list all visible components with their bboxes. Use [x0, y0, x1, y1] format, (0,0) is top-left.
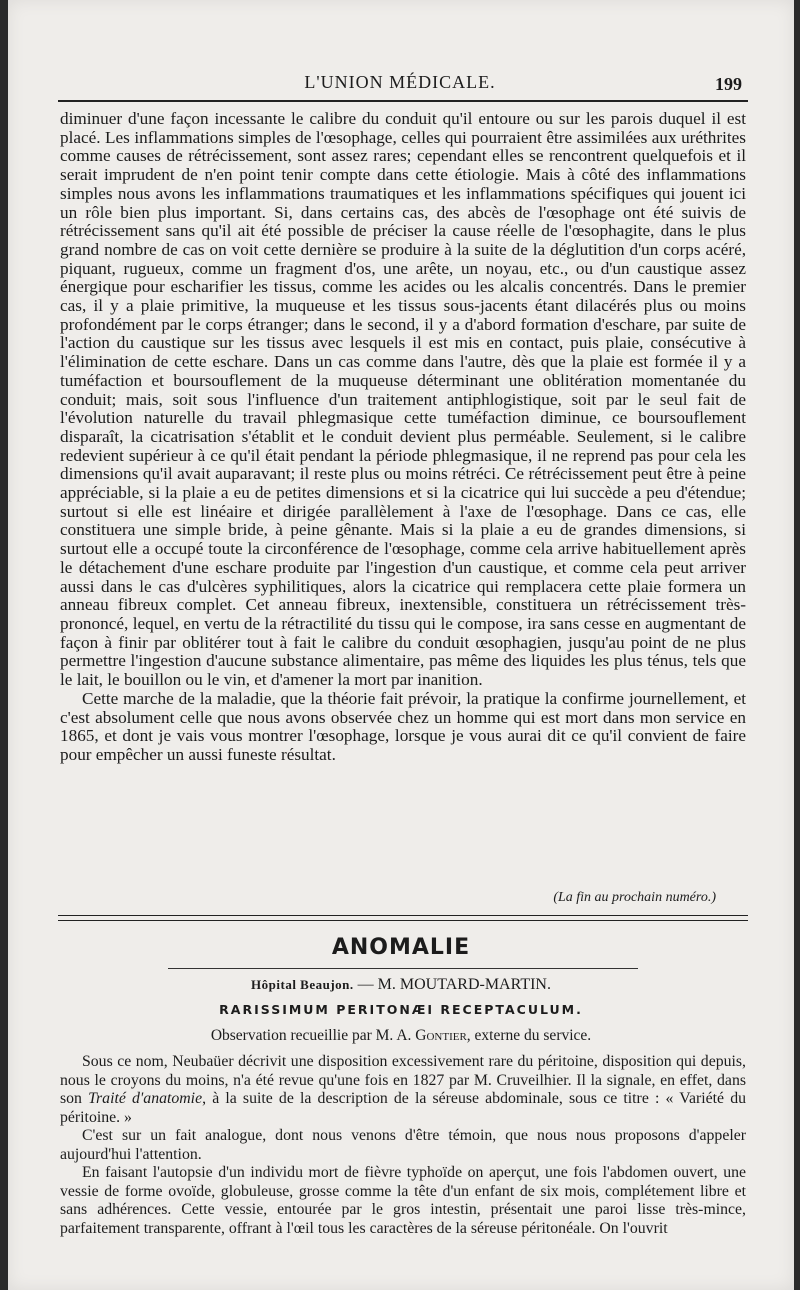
page-number: 199: [715, 74, 742, 94]
article-paragraph: Cette marche de la maladie, que la théorie fait prévoir, la pratique la confirme journellement, et c'est absolument celle que nous avons observée chez un homme qui est mort dans mon service en 1865, et dont je vais vous montrer l'œsophage, lorsque je vous aurai dit ce qu'il convient de faire pour empêcher un aussi funeste résultat.: [60, 688, 746, 764]
anomaly-body: [60, 1053, 746, 1238]
journal-title: L'UNION MÉDICALE.: [304, 72, 496, 92]
observation-suffix: , externe du service.: [466, 1027, 592, 1044]
header-rule: [58, 100, 748, 102]
paragraph-text: , à la suite de la description de la séreuse abdominale, sous ce titre : « Variété du péritoine. »: [60, 1090, 746, 1126]
section-title: ANOMALIE: [331, 935, 471, 960]
section-divider: [58, 915, 748, 921]
doctor-name: — M. MOUTARD-MARTIN.: [357, 976, 551, 993]
anomaly-paragraph: En faisant l'autopsie d'un individu mort de fièvre typhoïde on aperçut, une fois l'abdomen ouvert, une vessie de forme ovoïde, globuleuse, grosse comme la tête d'un enfant de six mois, complétement libre et sans adhérences. Cette vessie, entourée par le gros intestin, présentait une paroi lisse très-mince, parfaitement transparente, offrant à l'œil tous les caractères de la séreuse péritonéale. On l'ouvrit: [60, 1164, 746, 1237]
book-title: Traité d'anatomie: [88, 1090, 203, 1107]
running-header: [54, 72, 746, 98]
anomaly-paragraph: [60, 1053, 746, 1127]
journal-page: [8, 0, 794, 1290]
article-paragraph: diminuer d'une façon incessante le calibre du conduit qu'il entoure ou sur les parois duquel il est placé. Les inflammations simples de l'œsophage, celles qui pourraient être assimilées aux uréthrites comme causes de rétrécissement, sont assez rares; cependant elles se rencontrent quelquefois et il serait imprudent de n'en point tenir compte dans cette étiologie. Mais à côté des inflammations simples nous avons les inflammations traumatiques et les inflammations spécifiques qui jouent ici un rôle bien plus important. Si, dans certains cas, des abcès de l'œsophage ont été suivis de rétrécissement sans qu'il ait été possible de préciser la cause réelle de l'œsophagite, dans le plus grand nombre de cas on voit cette dernière se produire à la suite de la déglutition d'un corps acéré, piquant, rugueux, comme un fragment d'os, une arête, un noyau, etc., ou d'un caustique assez énergique pour escharifier les tissus, comme les acides ou les alcalis concentrés. Dans le premier cas, il y a plaie primitive, la muqueuse et les tissus sous-jacents étant dilacérés plus ou moins profondément par le corps étranger; dans le second, il y a d'abord formation d'eschare, par suite de l'action du caustique sur les tissus avec lesquels il est mis en contact, puis plaie, consécutive à l'élimination de cette eschare. Dans un cas comme dans l'autre, dès que la plaie est formée il y a tuméfaction et boursouflement de la muqueuse déterminant une oblitération momentanée du conduit; mais, soit sous l'influence d'un traitement antiphlogistique, soit par le seul fait de l'évolution naturelle du travail phlegmasique cette tuméfaction diminue, ce boursouflement disparaît, la cicatrisation s'établit et le conduit devient plus perméable. Seulement, si le calibre redevient supérieur à ce qu'il était pendant la période phlegmasique, il ne reprend pas pour cela les dimensions qu'il avait auparavant; il reste plus ou moins rétréci. Ce rétrécissement peut être à peine appréciable, si la plaie a eu de petites dimensions et si la cicatrice qui lui succède a peu d'étendue; surtout si elle est linéaire et dirigée parallèlement à l'axe de l'œsophage. Dans ce cas, elle constituera une simple bride, à peine gênante. Mais si la plaie a eu de grandes dimensions, si surtout elle a occupé toute la circonférence de l'œsophage, comme cela arrive habituellement après le détachement d'une eschare produite par l'ingestion d'un caustique, et comme cela peut arriver aussi dans le cas d'ulcères syphilitiques, alors la cicatrice qui remplacera cette plaie formera un anneau fibreux complet. Cet anneau fibreux, inextensible, constituera un rétrécissement très-prononcé, lequel, en vertu de la rétractilité du tissu qui le compose, ira sans cesse en augmentant de façon à finir par oblitérer tout à fait le calibre du conduit œsophagien, jusqu'au point de ne plus permettre l'ingestion d'aucune substance alimentaire, pas même des liquides les plus ténus, tels que le lait, le bouillon ou le vin, et d'amener la mort par inanition.: [60, 109, 746, 690]
observer-name: Gontier: [415, 1027, 467, 1044]
hospital-line: [8, 976, 794, 994]
observation-credit: [8, 1027, 794, 1045]
title-rule: [168, 968, 638, 969]
hospital-name: Hôpital Beaujon.: [251, 977, 354, 992]
paragraph-text: Sous ce nom, Neubaüer décrivit une disposition excessivement rare du péritoine, disposition qui depuis, nous le croyons du moins, n'a été revue qu'une fois en 1827 par M. Cruveilhier. Il la signale, en effet, dans son: [60, 1053, 746, 1107]
observation-prefix: Observation recueillie par M. A.: [210, 1027, 412, 1044]
article-body: [60, 110, 746, 765]
continuation-note: (La fin au prochain numéro.): [553, 890, 716, 905]
anomaly-paragraph: C'est sur un fait analogue, dont nous venons d'être témoin, que nous nous proposons d'appeler aujourd'hui l'attention.: [60, 1127, 746, 1163]
latin-title: RARISSIMUM PERITONÆI RECEPTACULUM.: [219, 1002, 583, 1017]
